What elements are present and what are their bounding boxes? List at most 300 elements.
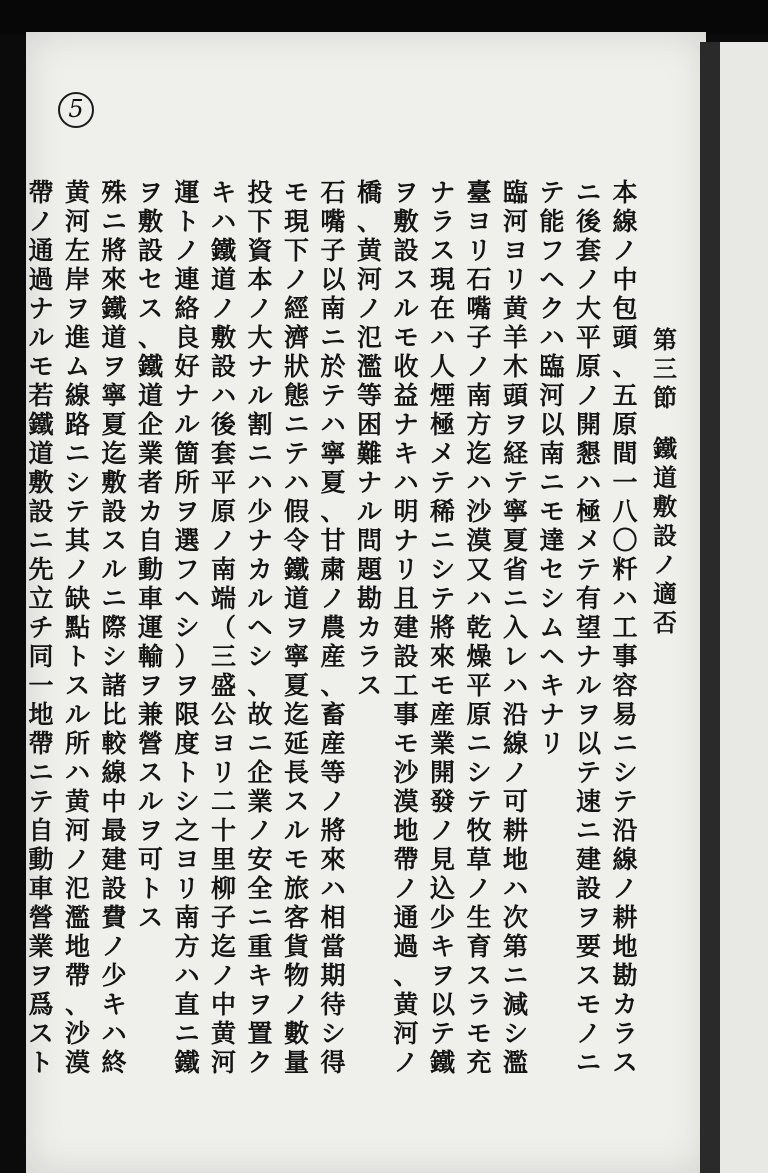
text-glyph: ） [174,642,200,671]
text-glyph: 十 [210,816,236,845]
text-glyph: ニ [575,1048,601,1077]
text-glyph: 粛 [320,555,346,584]
text-glyph: 河 [539,381,565,410]
text-glyph: ナ [356,468,382,497]
text-glyph: 節 [653,384,677,412]
text-glyph: 頭 [612,323,638,352]
text-glyph: 人 [429,352,455,381]
text-glyph: ナ [575,642,601,671]
text-glyph: フ [539,236,565,265]
text-glyph: 達 [539,526,565,555]
text-glyph: 於 [320,352,346,381]
text-glyph: 難 [356,439,382,468]
text-glyph: 煙 [429,381,455,410]
text-glyph: 道 [653,464,677,492]
text-glyph: 耕 [612,903,638,932]
text-glyph: 本 [247,265,273,294]
text-glyph: ト [174,758,200,787]
text-glyph: ニ [174,1019,200,1048]
text-glyph: 原 [466,700,492,729]
text-glyph: 夏 [283,671,309,700]
text-glyph: 減 [502,990,528,1019]
text-glyph: ノ [210,526,236,555]
text-glyph: 橋 [356,178,382,207]
text-glyph: 以 [320,265,346,294]
text-glyph: リ [393,555,419,584]
text-glyph: ノ [612,874,638,903]
text-column [608,178,642,1077]
text-glyph: 鐵 [429,1048,455,1077]
text-glyph: 以 [539,410,565,439]
text-glyph: 好 [174,352,200,381]
text-glyph: 設 [393,236,419,265]
text-glyph: 子 [320,236,346,265]
text-glyph: （ [210,613,236,642]
text-glyph: モ [283,845,309,874]
text-glyph: ス [101,526,127,555]
text-glyph: テ [64,497,90,526]
text-glyph: 産 [320,729,346,758]
text-glyph: 頭 [502,381,528,410]
text-glyph: 後 [575,207,601,236]
text-glyph: モ [575,990,601,1019]
text-glyph: ス [137,903,163,932]
text-column [170,178,204,1077]
text-glyph: 建 [575,845,601,874]
text-glyph: 、 [393,961,419,990]
text-glyph: セ [539,555,565,584]
text-glyph: ナ [247,526,273,555]
text-glyph: 設 [101,874,127,903]
text-glyph: 平 [210,468,236,497]
text-glyph: ハ [320,874,346,903]
text-column [316,178,350,1077]
text-glyph: ル [64,700,90,729]
text-glyph: テ [539,178,565,207]
text-glyph: 等 [356,381,382,410]
text-glyph: 道 [28,439,54,468]
text-glyph: キ [539,671,565,700]
text-glyph: ニ [101,207,127,236]
text-glyph: 運 [174,178,200,207]
text-glyph: ト [28,1048,54,1077]
text-glyph: ニ [28,526,54,555]
text-glyph: モ [283,178,309,207]
text-column [499,178,533,1077]
text-glyph: 道 [137,381,163,410]
text-glyph: ハ [429,323,455,352]
text-glyph: 鐵 [210,236,236,265]
text-glyph: 充 [466,1048,492,1077]
text-glyph: 現 [429,265,455,294]
text-glyph: キ [101,990,127,1019]
text-glyph: ラ [429,207,455,236]
text-glyph: 黄 [210,1019,236,1048]
text-glyph: 嘴 [466,294,492,323]
text-glyph: テ [612,787,638,816]
text-glyph: 極 [429,410,455,439]
text-glyph: ニ [28,758,54,787]
text-glyph: カ [137,497,163,526]
text-glyph: ノ [575,265,601,294]
text-glyph: ス [356,671,382,700]
text-glyph: ヲ [137,178,163,207]
text-glyph: ス [612,1048,638,1077]
text-glyph: 終 [101,1048,127,1077]
text-glyph: ヲ [283,613,309,642]
text-column [426,178,460,1077]
text-glyph: シ [429,555,455,584]
text-glyph: ナ [174,381,200,410]
text-glyph: ハ [539,323,565,352]
text-glyph: ノ [210,961,236,990]
text-glyph: ハ [393,468,419,497]
text-glyph: 缺 [64,584,90,613]
text-glyph: 夏 [502,526,528,555]
text-glyph: シ [539,584,565,613]
text-glyph: モ [539,497,565,526]
text-glyph: 南 [320,294,346,323]
text-glyph: 貨 [283,932,309,961]
text-glyph: ヨ [210,729,236,758]
text-glyph: 河 [502,207,528,236]
text-glyph: キ [393,439,419,468]
text-glyph: ノ [466,874,492,903]
text-glyph: 生 [466,903,492,932]
text-glyph: 沿 [502,700,528,729]
text-glyph: ラ [356,642,382,671]
text-glyph: ム [64,352,90,381]
text-glyph: 三 [210,642,236,671]
text-glyph: 敷 [210,323,236,352]
text-glyph: ニ [612,729,638,758]
text-glyph: ノ [393,1048,419,1077]
text-glyph: 帶 [28,729,54,758]
text-glyph: 置 [247,1019,273,1048]
text-glyph: 経 [502,439,528,468]
text-glyph: ノ [320,584,346,613]
text-glyph: ヘ [174,584,200,613]
text-glyph: 農 [320,613,346,642]
text-glyph: 臨 [539,352,565,381]
text-glyph: ハ [210,381,236,410]
text-glyph: 燥 [466,642,492,671]
text-glyph: 兼 [137,700,163,729]
text-glyph: 臨 [502,178,528,207]
text-glyph: リ [539,729,565,758]
text-glyph: シ [502,1019,528,1048]
text-glyph: 敷 [101,468,127,497]
text-glyph: ヲ [28,961,54,990]
text-glyph: シ [320,1019,346,1048]
text-glyph: 寧 [283,642,309,671]
text-glyph: ハ [174,961,200,990]
text-glyph: 河 [393,1019,419,1048]
text-glyph: 南 [174,903,200,932]
text-glyph: 益 [393,381,419,410]
text-glyph: 且 [393,584,419,613]
text-glyph: ヲ [502,410,528,439]
text-glyph: 困 [356,410,382,439]
text-glyph: 濫 [356,352,382,381]
text-glyph: 速 [575,787,601,816]
text-glyph: フ [174,555,200,584]
text-glyph: 大 [247,323,273,352]
text-glyph: 寧 [101,381,127,410]
text-glyph: 石 [320,178,346,207]
text-glyph: 問 [356,526,382,555]
text-glyph: テ [28,787,54,816]
text-glyph: 者 [137,468,163,497]
text-glyph: ノ [64,555,90,584]
text-glyph: 進 [64,323,90,352]
text-glyph: 原 [575,352,601,381]
text-glyph: 〇 [612,526,638,555]
text-glyph: 地 [612,932,638,961]
text-glyph: 較 [101,729,127,758]
text-glyph: 所 [64,729,90,758]
text-glyph: 本 [612,178,638,207]
text-glyph: ノ [101,932,127,961]
text-glyph: ニ [64,439,90,468]
text-glyph: 黄 [64,178,90,207]
text-glyph: ル [101,555,127,584]
text-glyph: テ [575,555,601,584]
text-glyph: ト [137,874,163,903]
text-glyph: 河 [64,207,90,236]
text-glyph: ヲ [247,990,273,1019]
text-glyph: 業 [28,932,54,961]
text-glyph: ス [283,787,309,816]
text-glyph: 左 [64,236,90,265]
text-glyph: 沿 [612,816,638,845]
text-glyph: 自 [137,526,163,555]
text-glyph: テ [283,439,309,468]
text-glyph: 産 [429,700,455,729]
text-glyph: 産 [320,642,346,671]
text-glyph: ハ [502,671,528,700]
text-glyph: 里 [210,845,236,874]
text-glyph: 懇 [575,439,601,468]
text-glyph: 耕 [502,816,528,845]
text-glyph: ノ [174,236,200,265]
text-glyph: 投 [247,178,273,207]
text-glyph: ハ [210,207,236,236]
text-glyph: 過 [28,265,54,294]
text-column [61,178,95,1077]
text-glyph: 之 [174,816,200,845]
text-glyph: ヲ [174,497,200,526]
text-glyph: 題 [356,555,382,584]
text-glyph: ノ [612,236,638,265]
text-glyph: 量 [283,1048,309,1077]
text-glyph: 下 [247,207,273,236]
text-glyph: 沙 [466,497,492,526]
text-glyph: 動 [28,845,54,874]
text-glyph: 少 [247,497,273,526]
text-glyph: 通 [393,903,419,932]
text-glyph: 畜 [320,700,346,729]
text-glyph: ナ [28,294,54,323]
text-glyph: モ [393,729,419,758]
text-glyph: 當 [320,932,346,961]
text-glyph: ノ [247,816,273,845]
text-glyph: 客 [283,903,309,932]
text-glyph: 濟 [283,323,309,352]
text-glyph: 期 [320,961,346,990]
text-glyph: メ [429,439,455,468]
text-glyph: ク [539,294,565,323]
text-glyph: 旅 [283,874,309,903]
text-glyph: 資 [247,236,273,265]
text-glyph: 地 [28,700,54,729]
text-column [462,178,496,1077]
text-glyph: モ [393,323,419,352]
text-glyph: 見 [429,845,455,874]
text-glyph: シ [247,642,273,671]
text-glyph: ト [174,207,200,236]
text-glyph: 地 [502,845,528,874]
text-glyph: 黄 [393,990,419,1019]
text-glyph: 選 [174,526,200,555]
text-glyph: キ [429,932,455,961]
text-glyph: ヲ [575,700,601,729]
text-glyph: シ [466,758,492,787]
text-glyph: 少 [101,961,127,990]
text-glyph: 開 [429,758,455,787]
text-glyph: 際 [101,613,127,642]
adjacent-page-edge [720,42,768,1173]
text-glyph: 設 [575,874,601,903]
text-glyph: 入 [502,613,528,642]
text-glyph: 道 [101,323,127,352]
text-glyph: 工 [612,613,638,642]
text-glyph: 令 [283,526,309,555]
text-glyph: 、 [320,671,346,700]
text-glyph: モ [429,671,455,700]
text-glyph: 爲 [28,990,54,1019]
text-column [535,178,569,758]
text-glyph: 現 [283,207,309,236]
text-column [24,178,58,1077]
text-glyph: 迄 [283,700,309,729]
text-glyph: 三 [653,355,677,383]
text-glyph: 河 [64,816,90,845]
text-glyph: 敷 [28,468,54,497]
text-glyph: 套 [575,236,601,265]
text-glyph: ノ [247,294,273,323]
text-glyph: 、 [137,323,163,352]
text-glyph: ル [247,381,273,410]
text-glyph: 得 [320,1048,346,1077]
text-glyph: ヲ [64,294,90,323]
text-glyph: 一 [28,671,54,700]
text-glyph: 端 [210,584,236,613]
text-glyph: 迄 [101,439,127,468]
text-glyph: カ [612,990,638,1019]
text-glyph: 割 [247,410,273,439]
text-glyph: 來 [429,642,455,671]
text-glyph: 甘 [320,526,346,555]
text-glyph: 直 [174,990,200,1019]
text-glyph: 箇 [174,439,200,468]
text-glyph: 等 [320,758,346,787]
text-glyph: ス [466,961,492,990]
text-glyph: 迄 [210,932,236,961]
text-glyph: 鐵 [283,555,309,584]
text-glyph: ス [575,961,601,990]
text-glyph: 大 [575,294,601,323]
text-glyph: 設 [653,522,677,550]
text-glyph: 將 [429,613,455,642]
text-glyph: 線 [502,729,528,758]
text-glyph: 諸 [101,671,127,700]
text-glyph: 粁 [612,555,638,584]
text-glyph: 地 [393,816,419,845]
text-glyph: レ [502,642,528,671]
text-glyph: 態 [283,381,309,410]
text-glyph: ニ [247,729,273,758]
text-glyph: 、 [356,207,382,236]
text-glyph: 望 [575,613,601,642]
text-glyph: 自 [28,816,54,845]
text-glyph: 鐵 [101,294,127,323]
text-glyph: 設 [101,497,127,526]
text-glyph: カ [356,613,382,642]
text-glyph: テ [466,787,492,816]
text-glyph: 八 [612,497,638,526]
text-glyph: 沙 [393,758,419,787]
text-glyph: 數 [283,1019,309,1048]
text-glyph: 、 [320,497,346,526]
text-glyph: 牧 [466,816,492,845]
text-glyph: 嘴 [320,207,346,236]
text-glyph: 能 [539,207,565,236]
text-glyph: 要 [575,932,601,961]
text-glyph: ニ [502,961,528,990]
text-glyph: 運 [137,613,163,642]
text-glyph: 殊 [101,178,127,207]
text-glyph: キ [210,178,236,207]
text-glyph: シ [612,758,638,787]
text-glyph: ヨ [502,236,528,265]
text-glyph: 、 [612,352,638,381]
text-glyph: 設 [393,642,419,671]
text-glyph: ノ [653,551,677,579]
text-glyph: 第 [653,326,677,354]
text-glyph: シ [101,642,127,671]
text-glyph: 中 [612,265,638,294]
text-glyph: 比 [101,700,127,729]
text-glyph: リ [502,265,528,294]
text-glyph: ニ [575,178,601,207]
text-glyph: 明 [393,497,419,526]
text-glyph: 以 [575,729,601,758]
text-glyph: 企 [137,410,163,439]
text-glyph: 子 [210,903,236,932]
text-glyph: 可 [502,787,528,816]
text-glyph: 河 [210,1048,236,1077]
text-glyph: 相 [320,903,346,932]
text-glyph: ス [137,758,163,787]
text-glyph: 通 [28,236,54,265]
text-glyph: 有 [575,584,601,613]
text-glyph: 敷 [137,207,163,236]
text-glyph: テ [320,381,346,410]
text-glyph: 方 [466,410,492,439]
text-glyph: 經 [283,294,309,323]
text-glyph: ノ [210,294,236,323]
